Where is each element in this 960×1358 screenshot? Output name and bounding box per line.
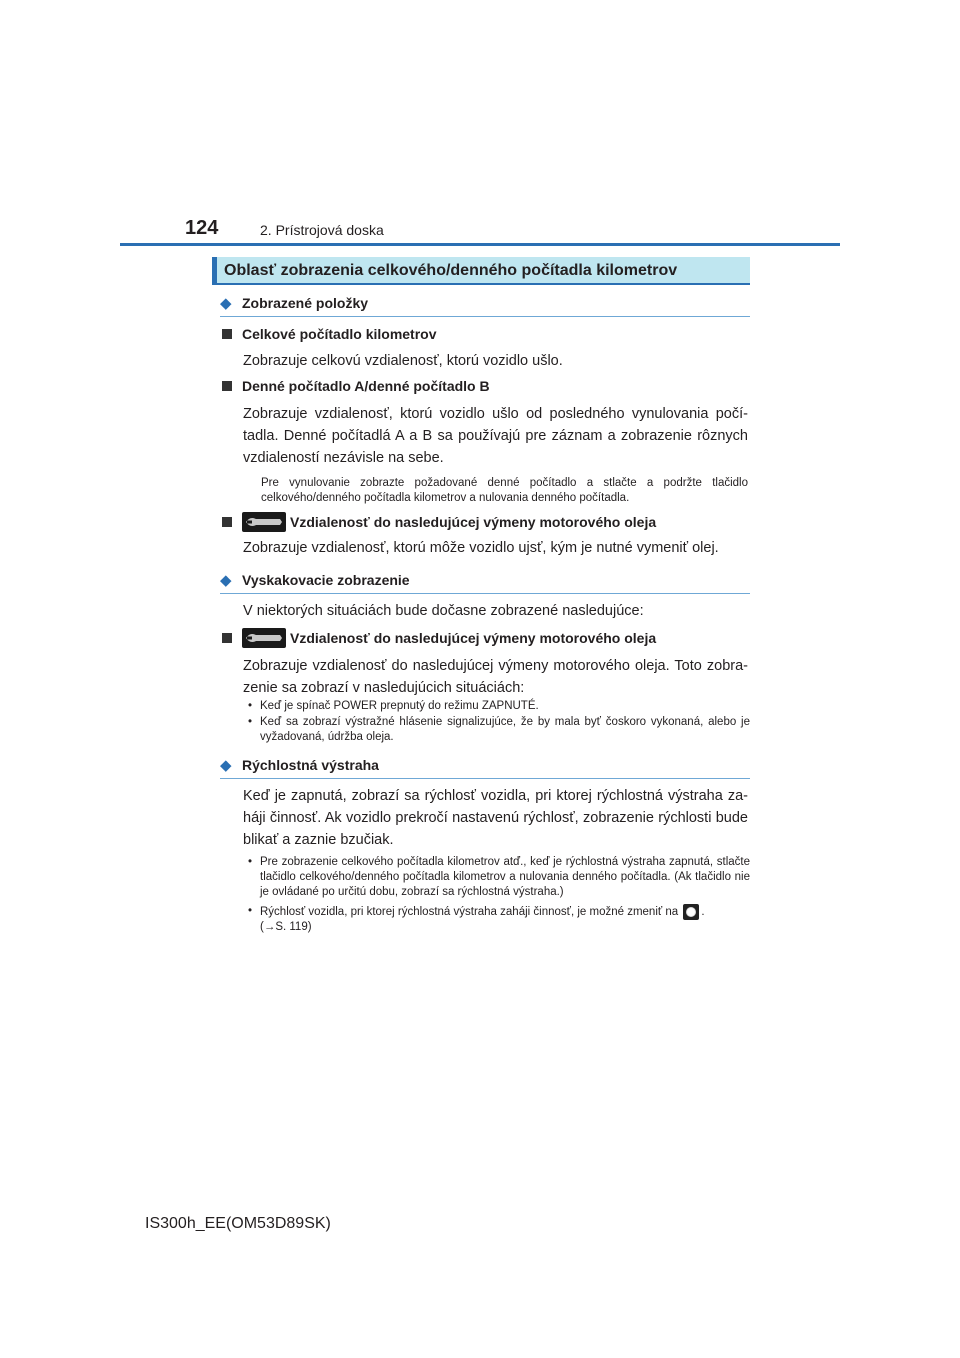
subheading-rule bbox=[220, 593, 750, 594]
section-title: Oblasť zobrazenia celkového/denného počítadla kilometrov bbox=[224, 262, 678, 279]
odometer-text: Zobrazuje celkovú vzdialenosť, ktorú vozidlo ušlo. bbox=[243, 353, 563, 369]
diamond-icon: ◆ bbox=[220, 572, 232, 589]
diamond-icon: ◆ bbox=[220, 295, 232, 312]
item-popup-oil-change bbox=[222, 628, 656, 648]
page-number: 124 bbox=[185, 217, 219, 239]
gear-icon bbox=[683, 904, 699, 920]
oil-change-text: Zobrazuje vzdialenosť, ktorú môže vozidlo ujsť, kým je nutné vymeniť olej. bbox=[243, 540, 719, 556]
item-odometer bbox=[222, 326, 437, 342]
chapter-title: 2. Prístrojová doska bbox=[260, 222, 384, 238]
diamond-icon: ◆ bbox=[220, 757, 232, 774]
subheading-displayed-items bbox=[220, 294, 750, 312]
subheading-label: Vyskakovacie zobrazenie bbox=[242, 572, 410, 588]
square-bullet-icon bbox=[222, 633, 232, 643]
square-bullet-icon bbox=[222, 517, 232, 527]
wrench-icon bbox=[242, 628, 286, 648]
popup-bullet-list bbox=[244, 699, 750, 746]
square-bullet-icon bbox=[222, 329, 232, 339]
popup-intro: V niektorých situáciách bude dočasne zobrazené nasledujúce: bbox=[243, 603, 644, 619]
header-rule bbox=[120, 243, 840, 246]
page-reference: (→S. 119) bbox=[260, 921, 312, 934]
popup-oil-change-text: Zobrazuje vzdialenosť do nasledujúcej výmeny motorového oleja. Toto zobrazenie sa zobrazí v nasledujúcich situáciách: bbox=[243, 658, 748, 696]
list-item: • Keď sa zobrazí výstražné hlásenie signalizujúce, že by mala byť čoskoro vykonaná, alebo je vyžadovaná, údržba oleja. bbox=[244, 715, 750, 745]
subheading-label: Zobrazené položky bbox=[242, 295, 369, 311]
list-item: • Pre zobrazenie celkového počítadla kilometrov atď., keď je rýchlostná výstraha zapnutá, stlačte tlačidlo celkového/denného počítadla kilometrov a nulovania denného počítadla. (Ak tlačidlo nie je ovládané po určitú dobu, zobrazí sa rýchlostná výstraha.) bbox=[244, 855, 750, 900]
subheading-rule bbox=[220, 778, 750, 779]
wrench-icon bbox=[242, 512, 286, 532]
list-item: • Keď je spínač POWER prepnutý do režimu ZAPNUTÉ. bbox=[244, 699, 750, 714]
item-oil-change bbox=[222, 512, 656, 532]
trip-meter-text: Zobrazuje vzdialenosť, ktorú vozidlo ušlo od posledného vynulovania počítadla. Denné počítadlá A a B sa používajú pre záznam a zobrazenie rôznych vzdialeností nezávisle na sebe. bbox=[243, 406, 748, 466]
bullet2-text: Rýchlosť vozidla, pri ktorej rýchlostná výstraha zaháji činnosť, je možné zmeniť na bbox=[260, 906, 679, 919]
subheading-label: Rýchlostná výstraha bbox=[242, 757, 379, 773]
speed-bullet-list bbox=[244, 855, 750, 936]
subheading-popup bbox=[220, 571, 750, 589]
bullet2-end: . bbox=[701, 906, 705, 919]
subheading-speed-warning bbox=[220, 756, 750, 774]
item-trip-meter bbox=[222, 378, 490, 394]
item-title: Celkové počítadlo kilometrov bbox=[242, 326, 437, 342]
subheading-rule bbox=[220, 316, 750, 317]
item-title: Vzdialenosť do nasledujúcej výmeny motorového oleja bbox=[290, 514, 657, 530]
document-code: IS300h_EE(OM53D89SK) bbox=[145, 1215, 331, 1232]
list-item bbox=[244, 904, 750, 935]
square-bullet-icon bbox=[222, 381, 232, 391]
speed-warning-text: Keď je zapnutá, zobrazí sa rýchlosť vozidla, pri ktorej rýchlostná výstraha zaháji činnosť. Ak vozidlo prekročí nastavenú rýchlosť, zobrazenie rýchlosti bude blikať a zaznie bzučiak. bbox=[243, 788, 748, 848]
trip-meter-note: Pre vynulovanie zobrazte požadované denné počítadlo a stlačte a podržte tlačidlo celkového/denného počítadla kilometrov a nulovania denného počítadla. bbox=[261, 477, 748, 504]
item-title: Denné počítadlo A/denné počítadlo B bbox=[242, 378, 490, 394]
item-title: Vzdialenosť do nasledujúcej výmeny motorového oleja bbox=[290, 630, 657, 646]
